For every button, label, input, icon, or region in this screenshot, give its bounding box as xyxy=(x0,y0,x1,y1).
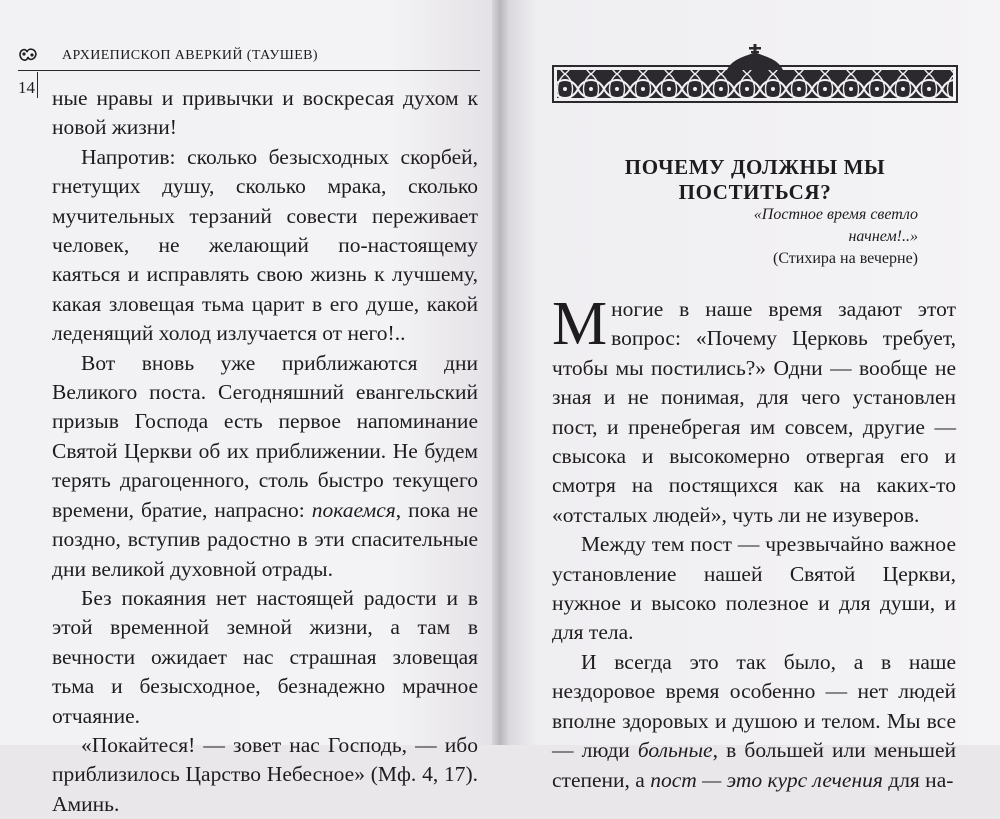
epigraph-quote: начнем!..» xyxy=(848,228,918,245)
emphasis-text: больные xyxy=(637,738,713,763)
chapter-title: ПОЧЕМУ ДОЛЖНЫ МЫ ПОСТИТЬСЯ? xyxy=(624,155,886,204)
header-rule xyxy=(18,70,480,71)
paragraph: «Покайтеся! — зовет нас Господь, — ибо приблизилось Царство Небесное» (Мф. 4, 17). Аминь. xyxy=(52,732,478,816)
paragraph xyxy=(552,648,956,795)
paragraph: Без покаяния нет настоящей радости и в этой временной земной жизни, а там в вечности ожидает нас страшная зловещая тьма и безысходное, безнадежно мрачное отчаяние. xyxy=(52,585,478,728)
epigraph-source: (Стихира на вечерне) xyxy=(773,250,918,267)
paragraph-text: И всегда это так было, а в наше нездоровое время особенно — нет людей вполне здоровых и душою и телом. Мы все — люди xyxy=(552,649,956,763)
page-number: 14 xyxy=(18,78,35,97)
drop-cap: М xyxy=(552,290,608,358)
paragraph-text: ногие в наше время задают этот вопрос: «Почему Церковь требует, чтобы мы постились?» Одни — вообще не зная и не понимая, для чего установлен пост, и пренебрегая им совсем, другие — свысока и высокомерно отвергая его и смотря на постящихся как на каких-то «отсталых людей», чуть ли не изуверов. xyxy=(552,297,956,527)
book-gutter xyxy=(492,0,508,745)
running-head-title: АРХИЕПИСКОП АВЕРКИЙ (ТАУШЕВ) xyxy=(62,48,318,63)
left-body-text xyxy=(52,84,478,819)
ornament-icon xyxy=(18,46,38,64)
emphasis-text: пост — это курс лечения xyxy=(650,767,883,792)
right-body-text xyxy=(552,290,956,795)
paragraph-text: , в большей или меньшей степени, а xyxy=(552,738,956,792)
paragraph xyxy=(52,349,478,584)
page-number-rule xyxy=(37,72,38,98)
paragraph: ные нравы и привычки и воскресая духом к новой жизни! xyxy=(52,86,478,140)
paragraph-text: , пока не поздно, вступив радостно в эти спасительные дни великой духовной отрады. xyxy=(52,497,479,581)
paragraph xyxy=(552,290,956,530)
paragraph: Напротив: сколько безысходных скорбей, гнетущих душу, сколько мрака, сколько мучительных терзаний совести переживает человек, не желающий по-настоящему каяться и исправлять свою жизнь к лучшему, какая зловещая тьма царит в его душе, какой леденящий холод излучается от него!.. xyxy=(52,144,478,346)
paragraph: Между тем пост — чрезвычайно важное установление нашей Святой Церкви, нужное и высоко полезное и для души, и для тела. xyxy=(552,532,956,645)
ornamental-banner-icon xyxy=(552,44,958,106)
emphasis-text: покаемся xyxy=(311,497,396,522)
epigraph-quote: «Постное время светло xyxy=(753,206,918,223)
epigraph xyxy=(660,204,918,270)
paragraph-text: для на- xyxy=(882,767,954,792)
paragraph-text: Вот вновь уже приближаются дни Великого поста. Сегодняшний евангельский призыв Господа есть первое напоминание Святой Церкви об их приближении. Не будем терять драгоценного, столь быстро текущего времени, братие, напрасно: xyxy=(52,350,478,522)
running-header xyxy=(18,40,480,70)
